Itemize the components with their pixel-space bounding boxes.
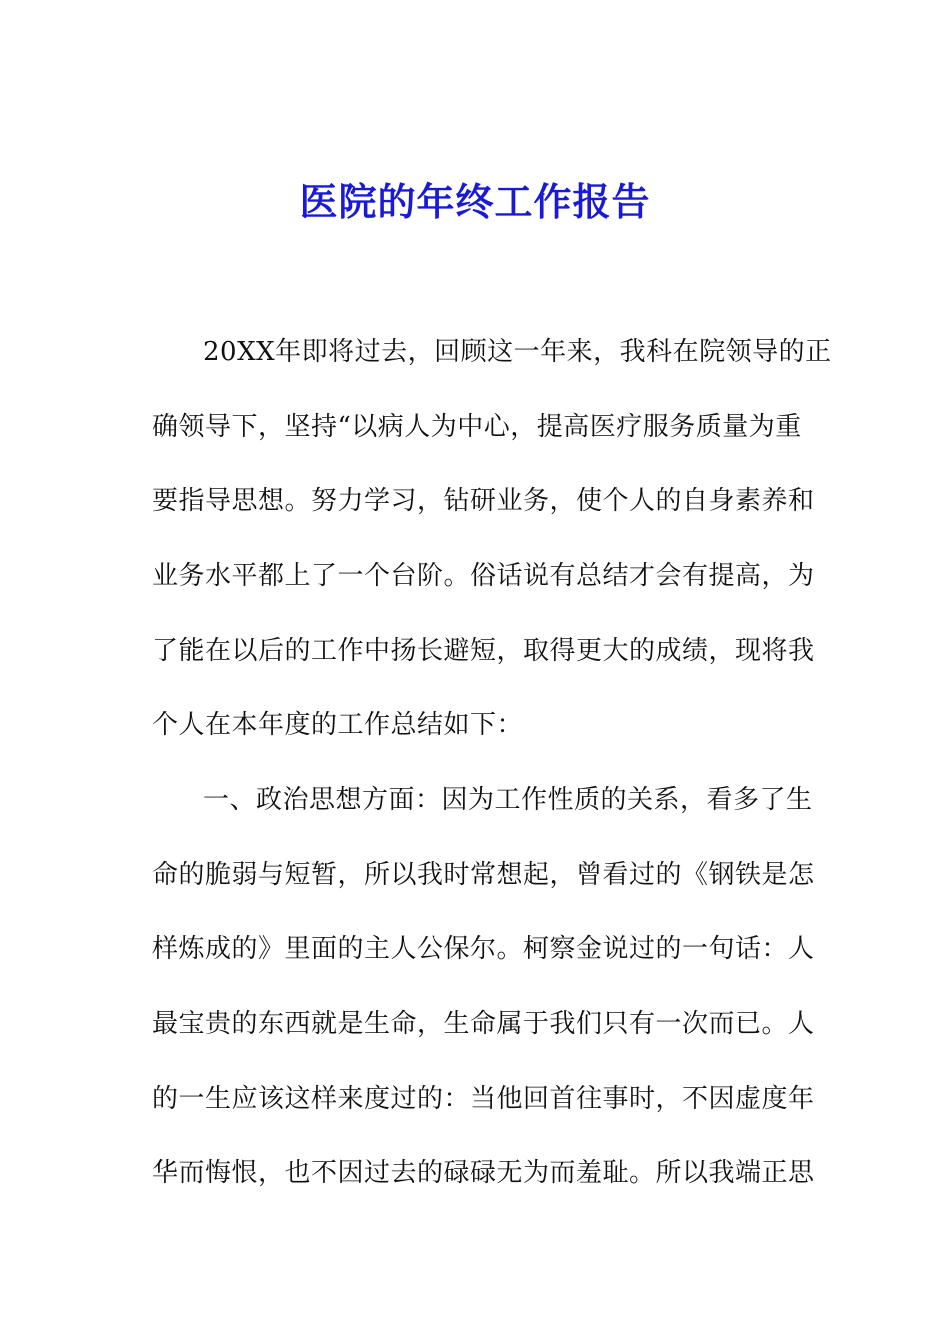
paragraph-2-line-4: 最宝贵的东西就是生命，生命属于我们只有一次而已。人: [152, 1009, 815, 1039]
paragraph-2-line-1: 一、政治思想方面：因为工作性质的关系，看多了生: [203, 785, 813, 815]
paragraph-1-line-5: 了能在以后的工作中扬长避短，取得更大的成绩，现将我: [152, 636, 815, 666]
document-title: 医院的年终工作报告: [299, 179, 651, 224]
paragraph-2-line-2: 命的脆弱与短暂，所以我时常想起，曾看过的《钢铁是怎: [152, 860, 815, 890]
paragraph-2-line-6: 华而悔恨，也不因过去的碌碌无为而羞耻。所以我端正思: [152, 1158, 815, 1188]
paragraph-1-line-1: 20XX年即将过去，回顾这一年来，我科在院领导的正: [203, 337, 832, 367]
paragraph-1-line-4: 业务水平都上了一个台阶。俗话说有总结才会有提高，为: [152, 561, 815, 591]
paragraph-1-line-6: 个人在本年度的工作总结如下：: [152, 710, 524, 740]
paragraph-2-line-5: 的一生应该这样来度过的：当他回首往事时，不因虚度年: [152, 1084, 815, 1114]
paragraph-1-line-2: 确领导下，坚持“以病人为中心，提高医疗服务质量为重: [152, 412, 802, 442]
paragraph-1-line-3: 要指导思想。努力学习，钻研业务，使个人的自身素养和: [152, 486, 815, 516]
paragraph-2-line-3: 样炼成的》里面的主人公保尔。柯察金说过的一句话：人: [152, 934, 815, 964]
